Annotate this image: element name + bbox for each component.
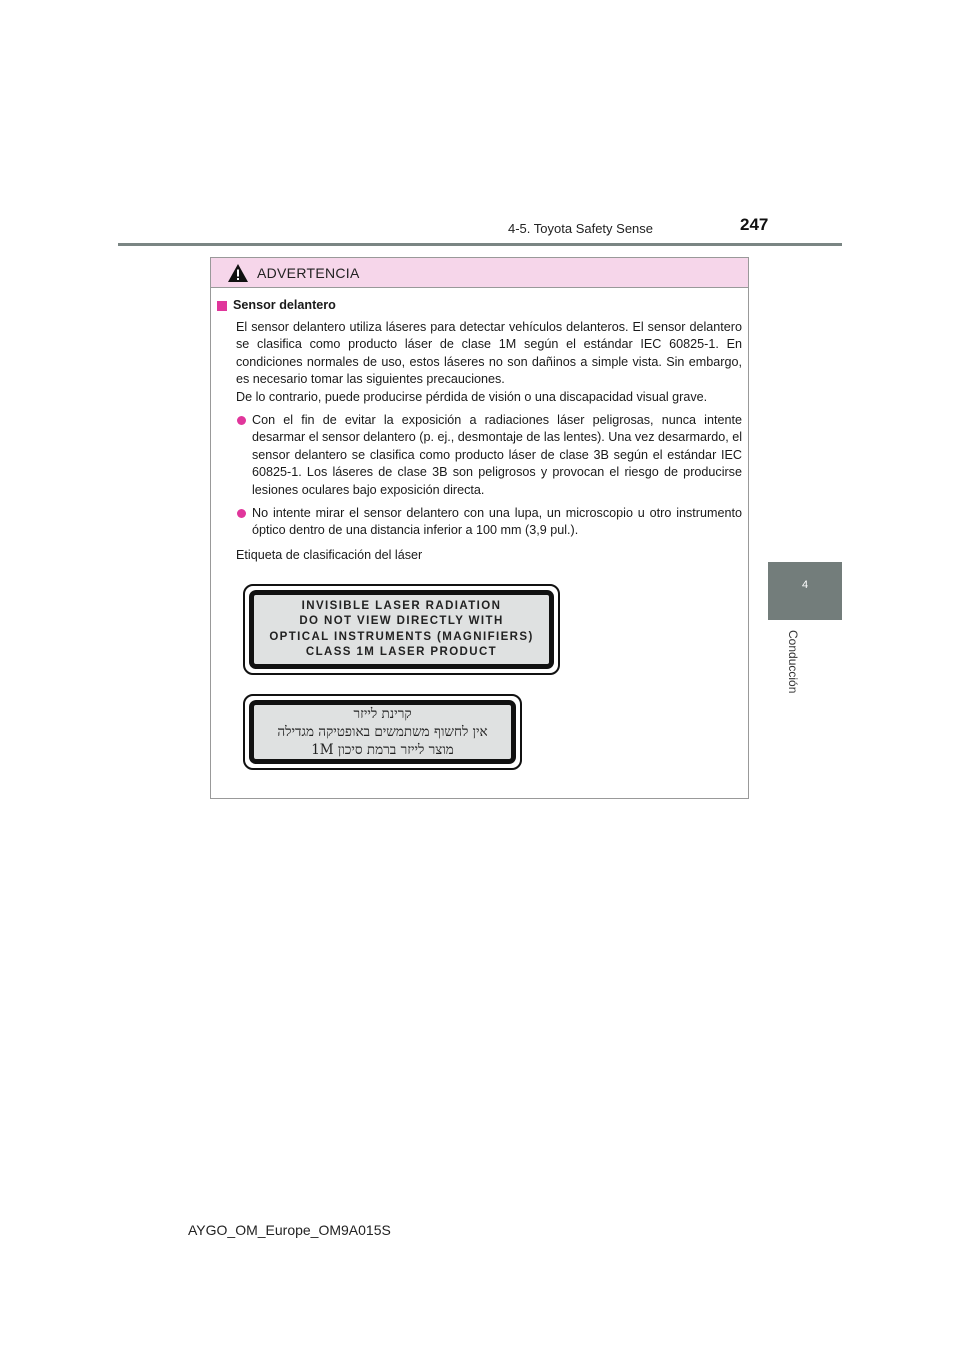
label-caption: Etiqueta de clasificación del láser <box>236 547 423 562</box>
list-item-text: Con el fin de evitar la exposición a radiaciones láser peligrosas, nunca intente desarmar el sensor delantero (p. ej., desmontaje de las lentes). Una vez desarmardo, el sensor delantero se clasifica como producto láser de clase 3B según el estándar IEC 60825-1. Los láseres de clase 3B son peligrosos y provocan el riesgo de producirse lesiones oculares bajo exposición directa. <box>252 412 743 497</box>
laser-label-line: אין לחשוף משתמשים באופטיקה מגדילה <box>277 724 488 740</box>
circle-bullet-icon <box>237 509 246 518</box>
laser-label-english-inner <box>249 590 554 669</box>
intro-paragraph: El sensor delantero utiliza láseres para detectar vehículos delanteros. El sensor delantero se clasifica como producto láser de clase 1M según el estándar IEC 60825-1. En condiciones normales de uso, estos láseres no son dañinos a simple vista. Sin embargo, es necesario tomar las siguientes precauciones. <box>236 319 742 387</box>
section-title: 4-5. Toyota Safety Sense <box>508 221 654 236</box>
laser-label-hebrew <box>243 694 522 770</box>
warning-header <box>211 258 748 288</box>
sub-heading <box>217 297 742 315</box>
warning-content <box>211 288 748 564</box>
laser-label-line: OPTICAL INSTRUMENTS (MAGNIFIERS) <box>269 630 534 643</box>
circle-bullet-icon <box>237 416 246 425</box>
header-rule <box>118 243 842 246</box>
chapter-name: Conducción <box>786 630 800 694</box>
chapter-tab <box>768 562 842 620</box>
square-bullet-icon <box>217 301 227 311</box>
laser-label-hebrew-inner <box>249 700 516 764</box>
chapter-number: 4 <box>801 579 809 591</box>
list-item <box>236 412 742 500</box>
sub-heading-text: Sensor delantero <box>233 298 336 312</box>
warning-triangle-icon <box>227 263 249 283</box>
consequence-paragraph: De lo contrario, puede producirse pérdida de visión o una discapacidad visual grave. <box>236 389 708 404</box>
laser-label-line: קרינת לייזר <box>353 706 412 722</box>
list-item <box>236 505 742 540</box>
laser-label-line: INVISIBLE LASER RADIATION <box>301 599 502 612</box>
list-item-text: No intente mirar el sensor delantero con una lupa, un microscopio u otro instrumento óptico dentro de una distancia inferior a 100 mm (3,9 pul.). <box>252 505 742 538</box>
laser-label-line: מוצר לייזר ברמת סיכון 1M <box>311 742 454 758</box>
laser-label-line: CLASS 1M LASER PRODUCT <box>305 646 498 658</box>
warning-title: ADVERTENCIA <box>257 264 360 281</box>
laser-label-english <box>243 584 560 675</box>
document-code: AYGO_OM_Europe_OM9A015S <box>188 1222 391 1238</box>
laser-label-line: DO NOT VIEW DIRECTLY WITH <box>299 615 504 627</box>
page-number: 247 <box>740 215 769 234</box>
